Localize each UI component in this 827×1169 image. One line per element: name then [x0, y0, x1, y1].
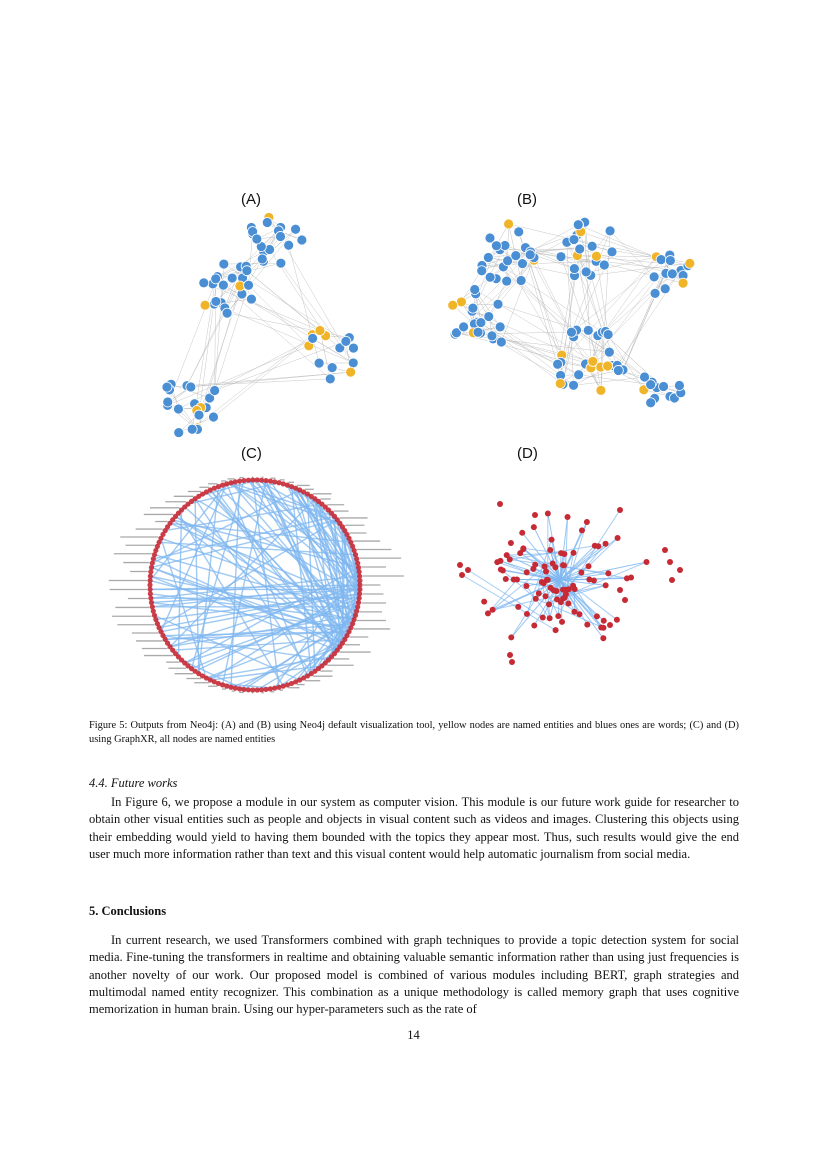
word-node — [491, 241, 501, 251]
graphxr-node — [457, 562, 463, 568]
graphxr-node — [561, 562, 567, 568]
graphxr-node — [237, 479, 242, 484]
section-heading-future-works: 4.4. Future works — [89, 776, 178, 790]
panel-label-b: (B) — [517, 191, 537, 208]
word-node — [244, 280, 254, 290]
page-number: 14 — [407, 1028, 420, 1042]
graphxr-node — [241, 687, 246, 692]
graph-edge — [214, 304, 353, 363]
word-node — [495, 322, 505, 332]
graphxr-node — [355, 561, 360, 566]
word-node — [665, 256, 675, 266]
word-node — [473, 327, 483, 337]
word-node — [573, 220, 583, 230]
graphxr-node — [149, 600, 154, 605]
graphxr-node — [524, 611, 530, 617]
graph-edge — [606, 274, 673, 332]
graph-edges — [453, 222, 690, 398]
graphxr-node — [586, 563, 592, 569]
entity-node — [448, 300, 458, 310]
graphxr-node — [542, 563, 548, 569]
graphxr-node — [237, 686, 242, 691]
word-node — [459, 322, 469, 332]
section-heading-conclusions: 5. Conclusions — [89, 904, 167, 918]
word-node — [219, 259, 229, 269]
graphxr-node — [546, 601, 552, 607]
graphxr-node — [532, 512, 538, 518]
entity-node — [678, 278, 688, 288]
word-node — [605, 226, 615, 236]
graphxr-node — [549, 537, 555, 543]
graph-edge — [569, 510, 620, 589]
graph-panel-a — [150, 205, 380, 445]
graphxr-node — [532, 562, 538, 568]
graphxr-node — [523, 583, 529, 589]
graphxr-node — [508, 540, 514, 546]
graphxr-node — [600, 635, 606, 641]
word-node — [470, 284, 480, 294]
graphxr-node — [497, 558, 503, 564]
graphxr-node — [570, 550, 576, 556]
graphxr-node — [662, 547, 668, 553]
graphxr-node — [571, 609, 577, 615]
graphxr-node — [579, 527, 585, 533]
graphxr-node — [561, 551, 567, 557]
graphxr-node — [548, 585, 554, 591]
graphxr-node — [263, 478, 268, 483]
graphxr-node — [540, 615, 546, 621]
graph-edge — [152, 490, 299, 563]
graphxr-node — [485, 610, 491, 616]
word-node — [163, 397, 173, 407]
word-node — [173, 404, 183, 414]
panel-label-a: (A) — [241, 191, 261, 208]
graphxr-node — [607, 622, 613, 628]
graph-edge — [617, 270, 681, 365]
word-node — [516, 276, 526, 286]
word-node — [514, 227, 524, 237]
paragraph-conclusions: In current research, we used Transformers combined with graph techniques to provide a topic detection system for social media. Fine-tuning the transformers in realtime and obtaining valuable semantic information rather than using just frequencies is another novelty of our work. Our proposed model is combined of various modules including BERT, graph strategies and multimodal named entity recognizer. This combination as a unique methodology is called memory graph that uses cognitive memorization in human brain. Using our hyper-parameters such as the rate of — [89, 933, 739, 1017]
word-node — [194, 410, 204, 420]
graphxr-node — [503, 576, 509, 582]
word-node — [208, 412, 218, 422]
graphxr-node — [357, 578, 362, 583]
graph-edge — [604, 277, 655, 333]
word-node — [262, 217, 272, 227]
word-node — [553, 359, 563, 369]
graphxr-node — [559, 619, 565, 625]
word-node — [199, 278, 209, 288]
word-node — [660, 284, 670, 294]
figure-caption: Figure 5: Outputs from Neo4j: (A) and (B) using Neo4j default visualization tool, yellow nodes are named entities and blues ones are words; (C) and (D) using GraphXR, all nodes are named entities — [89, 720, 739, 745]
word-node — [583, 325, 593, 335]
graphxr-node — [504, 552, 510, 558]
graphxr-node — [543, 593, 549, 599]
word-node — [502, 276, 512, 286]
word-node — [574, 370, 584, 380]
graphxr-node — [481, 599, 487, 605]
graphxr-node — [667, 559, 673, 565]
word-node — [569, 235, 579, 245]
word-node — [325, 374, 335, 384]
graphxr-node — [560, 596, 566, 602]
word-node — [242, 266, 252, 276]
graphxr-node — [578, 569, 584, 575]
word-node — [496, 337, 506, 347]
graphxr-node — [553, 627, 559, 633]
graphxr-node — [598, 625, 604, 631]
panel-label-d: (D) — [517, 445, 538, 462]
word-node — [569, 380, 579, 390]
graphxr-node — [592, 543, 598, 549]
graphxr-node — [498, 567, 504, 573]
graphxr-node — [497, 501, 503, 507]
word-node — [667, 269, 677, 279]
entity-node — [685, 258, 695, 268]
graphxr-node — [531, 524, 537, 530]
word-node — [308, 333, 318, 343]
graphxr-node — [233, 479, 238, 484]
graphxr-node — [519, 530, 525, 536]
graphxr-node — [624, 575, 630, 581]
graphxr-node — [603, 582, 609, 588]
word-node — [174, 428, 184, 438]
graphxr-node — [584, 622, 590, 628]
graphxr-node — [276, 685, 281, 690]
graphxr-node — [545, 510, 551, 516]
graphxr-node — [531, 623, 537, 629]
word-node — [649, 272, 659, 282]
graphxr-node — [268, 479, 273, 484]
graphxr-node — [617, 587, 623, 593]
graph-panel-c — [130, 470, 410, 705]
word-node — [348, 358, 358, 368]
word-node — [493, 299, 503, 309]
graphxr-node — [577, 611, 583, 617]
graph-edge — [534, 258, 572, 333]
graphxr-node — [622, 597, 628, 603]
word-node — [314, 358, 324, 368]
graphxr-node — [601, 618, 607, 624]
word-node — [222, 308, 232, 318]
word-node — [218, 280, 228, 290]
word-node — [162, 382, 172, 392]
word-node — [650, 288, 660, 298]
graphxr-node — [459, 572, 465, 578]
graphxr-node — [509, 659, 515, 665]
entity-node — [315, 326, 325, 336]
word-node — [341, 336, 351, 346]
graphxr-node — [677, 567, 683, 573]
word-node — [604, 347, 614, 357]
graphxr-node — [233, 686, 238, 691]
word-node — [284, 240, 294, 250]
word-node — [297, 235, 307, 245]
word-node — [484, 312, 494, 322]
word-node — [587, 241, 597, 251]
graphxr-node — [507, 652, 513, 658]
word-node — [674, 380, 684, 390]
graphxr-node — [514, 576, 520, 582]
graphxr-node — [565, 514, 571, 520]
graphxr-node — [545, 577, 551, 583]
graphxr-node — [148, 569, 153, 574]
graphxr-node — [669, 577, 675, 583]
word-node — [613, 365, 623, 375]
graphxr-node — [605, 570, 611, 576]
graphxr-node — [584, 519, 590, 525]
word-node — [599, 260, 609, 270]
word-node — [487, 331, 497, 341]
word-node — [210, 386, 220, 396]
word-node — [525, 250, 535, 260]
graphxr-node — [586, 577, 592, 583]
entity-node — [596, 385, 606, 395]
graphxr-node — [356, 600, 361, 605]
graph-edge — [488, 257, 623, 369]
word-node — [483, 252, 493, 262]
graph-panel-d — [440, 490, 700, 670]
graphxr-node — [490, 607, 496, 613]
entity-node — [603, 361, 613, 371]
word-node — [227, 273, 237, 283]
word-node — [252, 234, 262, 244]
word-node — [485, 272, 495, 282]
word-node — [566, 327, 576, 337]
graphxr-node — [272, 686, 277, 691]
entity-node — [588, 356, 598, 366]
graphxr-node — [547, 547, 553, 553]
entity-node — [591, 251, 601, 261]
graphxr-node — [565, 600, 571, 606]
graph-edge — [168, 346, 309, 406]
graphxr-node — [357, 596, 362, 601]
paragraph-future-works: In Figure 6, we propose a module in our system as computer vision. This module is our future work guide for researcher to obtain other visual entities such as people and objects in visual content such as videos and images. Clustering this objects using their embedding would yield to having them bounded with the topics they appear most. Thus, such results would give the end user much more information rather than text and this visual content would help automatic journalism from social media. — [89, 795, 739, 861]
word-node — [659, 382, 669, 392]
graphxr-node — [228, 480, 233, 485]
word-node — [575, 244, 585, 254]
word-node — [327, 363, 337, 373]
graphxr-node — [547, 615, 553, 621]
word-node — [186, 382, 196, 392]
word-node — [581, 267, 591, 277]
graph-edge — [247, 271, 320, 331]
graph-edge — [507, 224, 509, 281]
word-node — [517, 259, 527, 269]
graphxr-node — [533, 596, 539, 602]
graphxr-node — [508, 634, 514, 640]
graphxr-node — [272, 479, 277, 484]
word-node — [656, 255, 666, 265]
graphxr-node — [465, 567, 471, 573]
graph-panel-b — [425, 205, 710, 435]
graphxr-node — [614, 617, 620, 623]
graphxr-node — [356, 565, 361, 570]
entity-node — [504, 219, 514, 229]
graphxr-node — [552, 564, 558, 570]
word-node — [569, 264, 579, 274]
graphxr-node — [555, 613, 561, 619]
graphxr-node — [149, 565, 154, 570]
graphxr-node — [543, 569, 549, 575]
word-node — [246, 294, 256, 304]
entity-node — [200, 300, 210, 310]
word-node — [187, 424, 197, 434]
entity-node — [555, 379, 565, 389]
graphxr-node — [150, 604, 155, 609]
graphxr-node — [268, 686, 273, 691]
graphxr-node — [515, 604, 521, 610]
graphxr-node — [536, 590, 542, 596]
graphxr-node — [524, 569, 530, 575]
word-node — [646, 398, 656, 408]
word-node — [603, 330, 613, 340]
entity-node — [346, 367, 356, 377]
word-node — [511, 251, 521, 261]
graphxr-node — [615, 535, 621, 541]
word-node — [276, 258, 286, 268]
graphxr-node — [517, 550, 523, 556]
word-node — [211, 296, 221, 306]
graphxr-node — [553, 588, 559, 594]
word-node — [607, 247, 617, 257]
panel-label-c: (C) — [241, 445, 262, 462]
word-node — [640, 372, 650, 382]
word-node — [556, 252, 566, 262]
word-node — [291, 224, 301, 234]
graphxr-node — [603, 541, 609, 547]
word-node — [257, 254, 267, 264]
word-node — [276, 231, 286, 241]
word-node — [477, 266, 487, 276]
graphxr-node — [617, 507, 623, 513]
graph-edge — [178, 338, 312, 409]
graphxr-node — [594, 613, 600, 619]
graphxr-node — [644, 559, 650, 565]
word-node — [468, 303, 478, 313]
